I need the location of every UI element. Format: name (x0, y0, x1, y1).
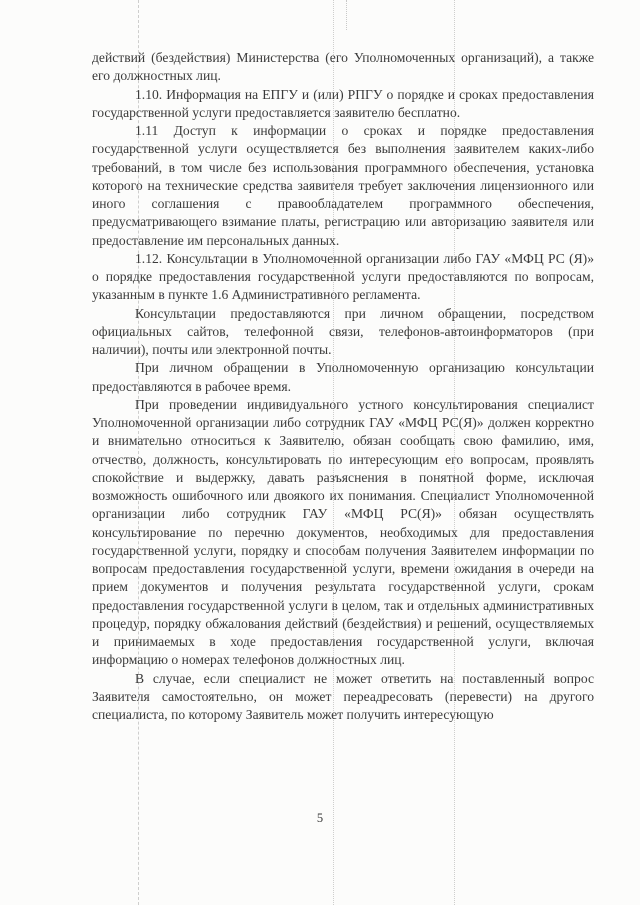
paragraph-oral-consultation: При проведении индивидуального устного консультирования специалист Уполномоченной организации либо сотрудник ГАУ «МФЦ РС(Я)» должен корректно и внимательно относиться к Заявителю, обязан сообщать свою фамилию, имя, отчество, должность, консультировать по интересующим его вопросам, проявлять спокойствие и выдержку, давать разъяснения в понятной форме, исключая возможность ошибочного или двоякого их понимания. Специалист Уполномоченной организации либо сотрудник ГАУ «МФЦ РС(Я)» обязан осуществлять консультирование по перечню документов, необходимых для предоставления государственной услуги, порядку и способам получения Заявителем информации по вопросам предоставления государственной услуги, времени ожидания в очереди на прием документов и получения результата государственной услуги, срокам предоставления государственной услуги в целом, так и отдельных административных процедур, порядку обжалования действий (бездействия) и решений, осуществляемых и принимаемых в ходе предоставления государственной услуги, включая информацию о номерах телефонов должностных лиц. (92, 396, 594, 668)
paragraph-personal-visit: При личном обращении в Уполномоченную организацию консультации предоставляются в рабочее время. (92, 360, 594, 394)
paragraph-1-11: 1.11 Доступ к информации о сроках и порядке предоставления государственной услуги осуществляется без выполнения заявителем каких-либо требований, в том числе без использования программного обеспечения, установка которого на технические средства заявителя требует заключения лицензионного или иного соглашения с правообладателем программного обеспечения, предусматривающего взимание платы, регистрацию или авторизацию заявителя или предоставление им персональных данных. (92, 123, 594, 248)
document-body (92, 49, 594, 724)
paragraph-redirect: В случае, если специалист не может ответить на поставленный вопрос Заявителя самостоятельно, он может переадресовать (перевести) на другого специалиста, по которому Заявитель может получить интересующую (92, 670, 594, 722)
paragraph-1-12: 1.12. Консультации в Уполномоченной организации либо ГАУ «МФЦ РС (Я)» о порядке предоставления государственной услуги предоставляются по вопросам, указанным в пункте 1.6 Административного регламента. (92, 250, 594, 303)
scan-artifact (346, 0, 351, 30)
paragraph-consultation-methods: Консультации предоставляются при личном обращении, посредством официальных сайтов, телефонной связи, телефонов-автоинформаторов (при наличии), почты или электронной почты. (92, 305, 594, 357)
paragraph-continuation: действий (бездействия) Министерства (его Уполномоченных организаций), а также его должностных лиц. (92, 50, 594, 84)
paragraph-1-10: 1.10. Информация на ЕПГУ и (или) РПГУ о порядке и сроках предоставления государственной услуги предоставляется заявителю бесплатно. (92, 86, 594, 120)
page-number: 5 (316, 811, 324, 825)
